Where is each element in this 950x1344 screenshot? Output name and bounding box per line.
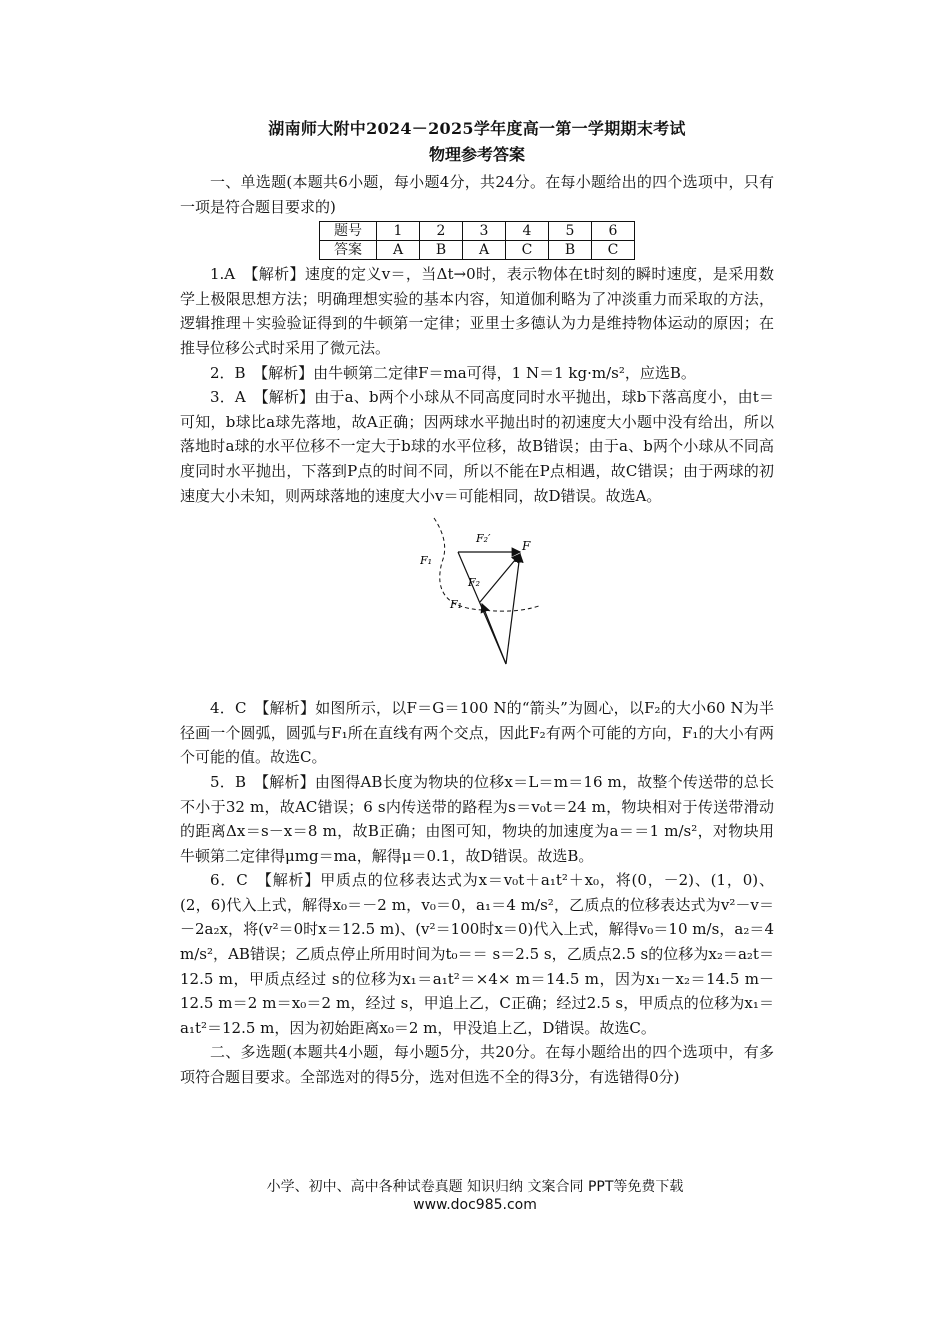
table-cell: C bbox=[592, 241, 635, 260]
table-cell: 1 bbox=[377, 222, 420, 241]
section1-heading: 一、单选题(本题共6小题，每小题4分，共24分。在每小题给出的四个选项中，只有一项是符合题目要求的) bbox=[180, 173, 774, 216]
table-header-number: 题号 bbox=[320, 222, 377, 241]
page-footer bbox=[0, 1178, 950, 1214]
force-diagram bbox=[180, 512, 774, 692]
label-f2: F₂ bbox=[468, 576, 481, 590]
force-arrow-f bbox=[506, 554, 520, 664]
explanation-q2: 2．B 【解析】由牛顿第二定律F＝ma可得，1 N＝1 kg·m/s²，应选B。 bbox=[210, 363, 696, 382]
table-cell: 6 bbox=[592, 222, 635, 241]
explanation-q1: 1.A 【解析】速度的定义v＝，当Δt→0时，表示物体在t时刻的瞬时速度，是采用数学上极限思想方法；明确理想实验的基本内容，知道伽利略为了冲淡重力而采取的方法，逻辑推理＋实验验证得到的牛顿第一定律；亚里士多德认为力是维持物体运动的原因；在推导位移公式时采用了微元法。 bbox=[180, 265, 774, 357]
table-row-answers bbox=[320, 241, 635, 260]
explanation-q5: 5．B 【解析】由图得AB长度为物块的位移x＝L＝m＝16 m，故整个传送带的总长不小于32 m，故AC错误；6 s内传送带的路程为s＝v₀t＝24 m，物块相对于传送带滑动的距离Δx＝s－x＝8 m，故B正确；由图可知，物块的加速度为a＝＝1 m/s²，对物块用牛顿第二定律得μmg＝ma，解得μ＝0.1，故D错误。故选B。 bbox=[180, 772, 774, 865]
explanation-q6: 6．C 【解析】甲质点的位移表达式为x＝v₀t＋a₁t²＋x₀，将(0，－2)、(1，0)、(2，6)代入上式，解得x₀＝－2 m，v₀＝0，a₁＝4 m/s²，乙质点的位移表达式为v²－v＝－2a₂x，将(v²＝0时x＝12.5 m)、(v²＝100时x＝0)代入上式，解得v₀＝10 m/s，a₂＝4 m/s²，AB错误；乙质点停止所用时间为t₀＝＝ s＝2.5 s，乙质点2.5 s的位移为x₂＝a₂t＝12.5 m，甲质点经过 s的位移为x₁＝a₁t²＝×4× m＝14.5 m，因为x₁－x₂＝14.5 m－12.5 m＝2 m＝x₀＝2 m，经过 s，甲追上乙，C正确；经过2.5 s，甲质点的位移为x₁＝a₁t²＝12.5 m，因为初始距离x₀＝2 m，甲没追上乙，D错误。故选C。 bbox=[180, 871, 774, 1037]
table-header-answer: 答案 bbox=[320, 241, 377, 260]
explanation-q3: 3．A 【解析】由于a、b两个小球从不同高度同时水平抛出，球b下落高度小，由t＝可知，b球比a球先落地，故A正确；因两球水平抛出时的初速度大小题中没有给出，所以落地时a球的水平位移不一定大于b球的水平位移，故B错误；由于a、b两个小球从不同高度同时水平抛出，下落到P点的时间不同，所以不能在P点相遇，故C错误；由于两球的初速度大小未知，则两球落地的速度大小v＝可能相同，故D错误。故选A。 bbox=[180, 388, 774, 505]
table-cell: 5 bbox=[549, 222, 592, 241]
footer-line1: 小学、初中、高中各种试卷真题 知识归纳 文案合同 PPT等免费下载 bbox=[266, 1179, 684, 1195]
answer-document bbox=[180, 116, 774, 1090]
table-cell: 3 bbox=[463, 222, 506, 241]
force-arrow-f1-low bbox=[482, 604, 506, 664]
table-cell: B bbox=[549, 241, 592, 260]
force-arrow-f2 bbox=[480, 554, 520, 602]
table-cell: C bbox=[506, 241, 549, 260]
section2-heading: 二、多选题(本题共4小题，每小题5分，共20分。在每小题给出的四个选项中，有多项符合题目要求。全部选对的得5分，选对但选不全的得3分，有选错得0分) bbox=[180, 1043, 774, 1087]
document-subtitle: 物理参考答案 bbox=[428, 145, 525, 164]
table-cell: B bbox=[420, 241, 463, 260]
table-cell: 4 bbox=[506, 222, 549, 241]
document-title: 湖南师大附中2024－2025学年度高一第一学期期末考试 bbox=[268, 119, 686, 138]
label-f: F bbox=[522, 539, 531, 554]
table-cell: 2 bbox=[420, 222, 463, 241]
force-diagram-svg bbox=[420, 512, 540, 672]
answer-table bbox=[319, 221, 635, 260]
explanation-q4: 4．C 【解析】如图所示，以F＝G＝100 N的“箭头”为圆心，以F₂的大小60 N为半径画一个圆弧，圆弧与F₁所在直线有两个交点，因此F₂有两个可能的方向，F₁的大小有两个可能的值。故选C。 bbox=[180, 699, 774, 767]
table-cell: A bbox=[377, 241, 420, 260]
label-f2-prime: F₂′ bbox=[476, 532, 491, 546]
label-f1-low: F₁ bbox=[450, 598, 463, 612]
table-row-numbers bbox=[320, 222, 635, 241]
label-f1-top: F₁ bbox=[420, 554, 433, 568]
table-cell: A bbox=[463, 241, 506, 260]
footer-link[interactable]: www.doc985.com bbox=[413, 1197, 537, 1213]
